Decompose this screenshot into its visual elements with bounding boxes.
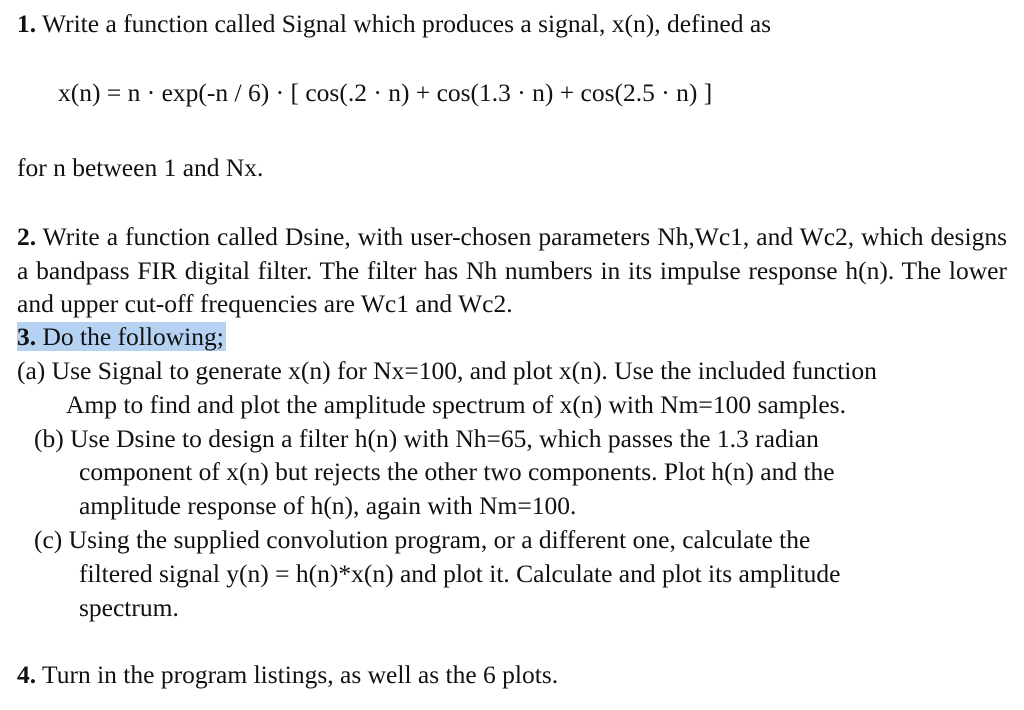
part-b-line-3: amplitude response of h(n), again with Nm=100.	[79, 491, 577, 520]
question-2-number: 2.	[17, 222, 37, 251]
question-1-number: 1.	[17, 9, 37, 38]
question-1	[17, 8, 771, 40]
question-1-range: for n between 1 and Nx.	[17, 153, 264, 182]
part-a-line-1: (a) Use Signal to generate x(n) for Nx=100, and plot x(n). Use the included function	[17, 356, 877, 385]
part-c-line-3: spectrum.	[79, 593, 179, 622]
question-3-number: 3.	[17, 322, 37, 351]
signal-formula: x(n) = n · exp(-n / 6) · [ cos(.2 · n) + cos(1.3 · n) + cos(2.5 · n) ]	[58, 78, 713, 107]
question-4	[17, 659, 558, 691]
question-2-text: Write a function called Dsine, with user-chosen parameters Nh,Wc1, and Wc2, which designs a bandpass FIR digital filter. The filter has Nh numbers in its impulse response h(n). The lower and upper cut-off frequencies are Wc1 and Wc2.	[17, 222, 1007, 318]
question-3-text: Do the following;	[36, 322, 224, 351]
part-a-line-2: Amp to find and plot the amplitude spectrum of x(n) with Nm=100 samples.	[66, 390, 846, 419]
part-b-line-2: component of x(n) but rejects the other two components. Plot h(n) and the	[79, 457, 835, 486]
question-4-number: 4.	[17, 660, 37, 689]
part-c-line-2: filtered signal y(n) = h(n)*x(n) and plot it. Calculate and plot its amplitude	[79, 559, 841, 588]
part-c-line-1: (c) Using the supplied convolution program, or a different one, calculate the	[34, 525, 811, 554]
question-4-text: Turn in the program listings, as well as the 6 plots.	[36, 660, 559, 689]
part-b-line-1: (b) Use Dsine to design a filter h(n) with Nh=65, which passes the 1.3 radian	[34, 424, 819, 453]
text-selection-highlight[interactable]	[17, 322, 226, 351]
question-3-header	[17, 321, 226, 353]
question-1-text: Write a function called Signal which produces a signal, x(n), defined as	[36, 9, 772, 38]
question-2	[17, 220, 1007, 321]
